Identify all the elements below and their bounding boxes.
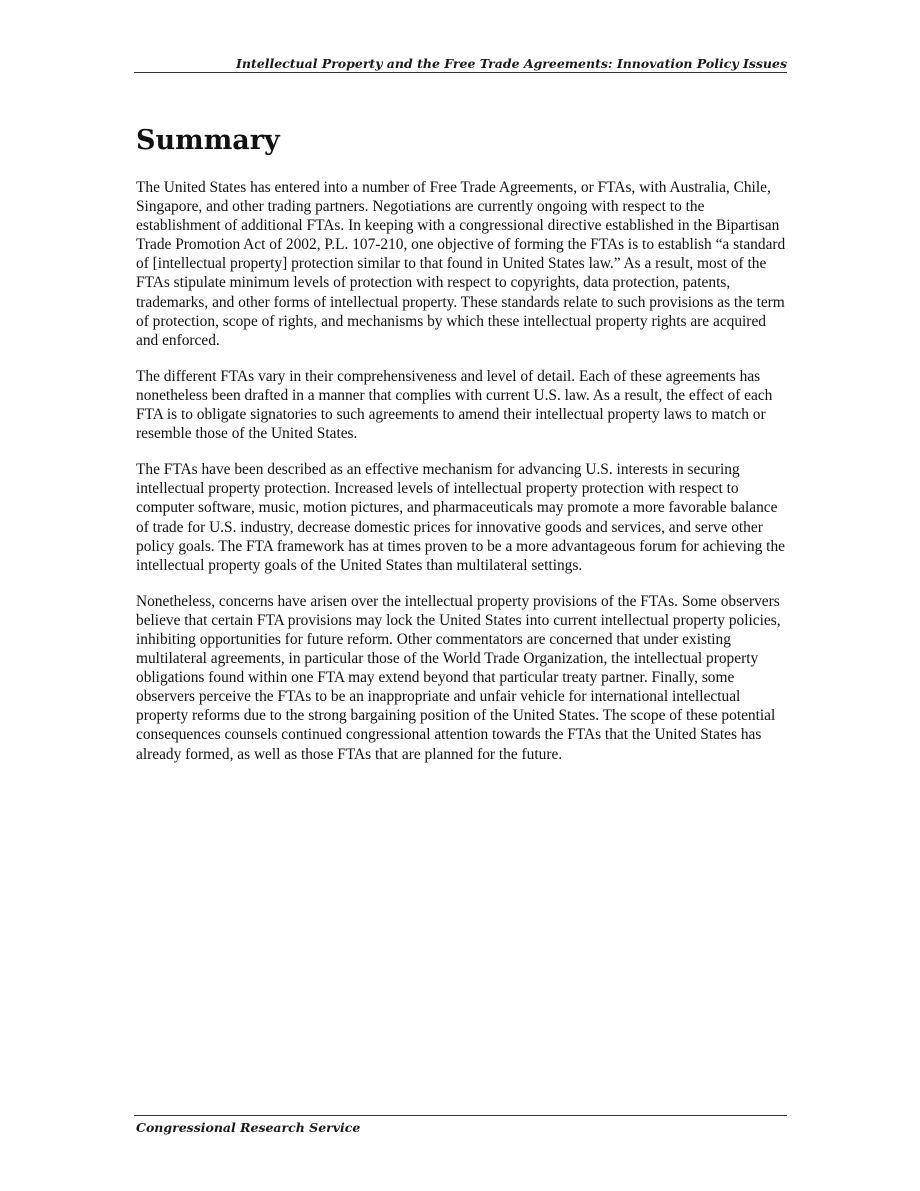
header-divider: [134, 72, 787, 73]
summary-paragraph-2: The different FTAs vary in their comprehensiveness and level of detail. Each of these agreements has nonetheless been drafted in a manner that complies with current U.S. law. As a result, the effect of each FTA is to obligate signatories to such agreements to amend their intellectual property laws to match or resemble those of the United States.: [136, 367, 773, 443]
footer-divider: [134, 1115, 787, 1116]
section-heading: Summary: [136, 125, 280, 156]
running-header: Intellectual Property and the Free Trade Agreements: Innovation Policy Issues: [236, 56, 787, 71]
summary-paragraph-1: The United States has entered into a number of Free Trade Agreements, or FTAs, with Australia, Chile, Singapore, and other trading partners. Negotiations are currently ongoing with respect to the establishment of additional FTAs. In keeping with a congressional directive established in the Bipartisan Trade Promotion Act of 2002, P.L. 107-210, one objective of forming the FTAs is to establish “a standard of [intellectual property] protection similar to that found in United States law.” As a result, most of the FTAs stipulate minimum levels of protection with respect to copyrights, data protection, patents, trademarks, and other forms of intellectual property. These standards relate to such provisions as the term of protection, scope of rights, and mechanisms by which these intellectual property rights are acquired and enforced.: [136, 179, 786, 349]
running-footer: Congressional Research Service: [136, 1120, 361, 1135]
summary-paragraph-3: The FTAs have been described as an effective mechanism for advancing U.S. interests in securing intellectual property protection. Increased levels of intellectual property protection with respect to computer software, music, motion pictures, and pharmaceuticals may promote a more favorable balance of trade for U.S. industry, decrease domestic prices for innovative goods and services, and serve other policy goals. The FTA framework has at times proven to be a more advantageous forum for achieving the intellectual property goals of the United States than multilateral settings.: [136, 461, 785, 574]
main-content: [136, 124, 788, 781]
summary-paragraph-4: Nonetheless, concerns have arisen over the intellectual property provisions of the FTAs. Some observers believe that certain FTA provisions may lock the United States into current intellectual property policies, inhibiting opportunities for future reform. Other commentators are concerned that under existing multilateral agreements, in particular those of the World Trade Organization, the intellectual property obligations found within one FTA may extend beyond that particular treaty partner. Finally, some observers perceive the FTAs to be an inappropriate and unfair vehicle for international intellectual property reforms due to the strong bargaining position of the United States. The scope of these potential consequences counsels continued congressional attention towards the FTAs that the United States has already formed, as well as those FTAs that are planned for the future.: [136, 592, 781, 763]
